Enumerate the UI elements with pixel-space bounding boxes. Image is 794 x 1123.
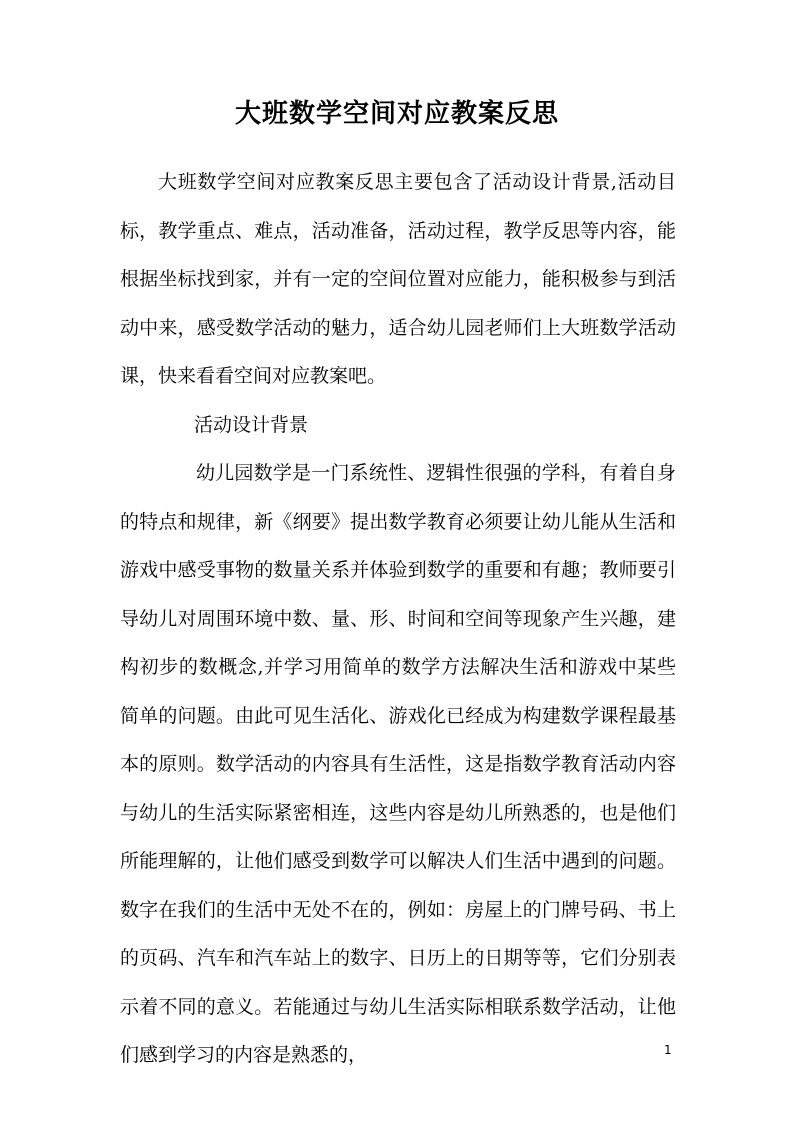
section-heading: 活动设计背景 — [194, 413, 309, 436]
background-paragraph: 幼儿园数学是一门系统性、逻辑性很强的学科，有着自身的特点和规律，新《纲要》提出数学教育必须要让幼儿能从生活和游戏中感受事物的数量关系并体验到数学的重要和有趣；教师要引导幼儿对周围环境中数、量、形、时间和空间等现象产生兴趣，建构初步的数概念,并学习用简单的数学方法解决生活和游戏中某些简单的问题。由此可见生活化、游戏化已经成为构建数学课程最基本的原则。数学活动的内容具有生活性，这是指数学教育活动内容与幼儿的生活实际紧密相连，这些内容是幼儿所熟悉的，也是他们所能理解的，让他们感受到数学可以解决人们生活中遇到的问题。数字在我们的生活中无处不在的，例如：房屋上的门牌号码、书上的页码、汽车和汽车站上的数字、日历上的日期等等，它们分别表示着不同的意义。若能通过与幼儿生活实际相联系数学活动，让他们感到学习的内容是熟悉的， — [120, 462, 676, 1066]
page-number: 1 — [664, 1043, 672, 1057]
document-title: 大班数学空间对应教案反思 — [234, 99, 559, 129]
intro-paragraph: 大班数学空间对应教案反思主要包含了活动设计背景,活动目标，教学重点、难点，活动准备，活动过程，教学反思等内容，能根据坐标找到家，并有一定的空间位置对应能力，能积极参与到活动中来，感受数学活动的魅力，适合幼儿园老师们上大班数学活动课，快来看看空间对应教案吧。 — [120, 171, 676, 387]
document-body — [120, 158, 676, 1080]
